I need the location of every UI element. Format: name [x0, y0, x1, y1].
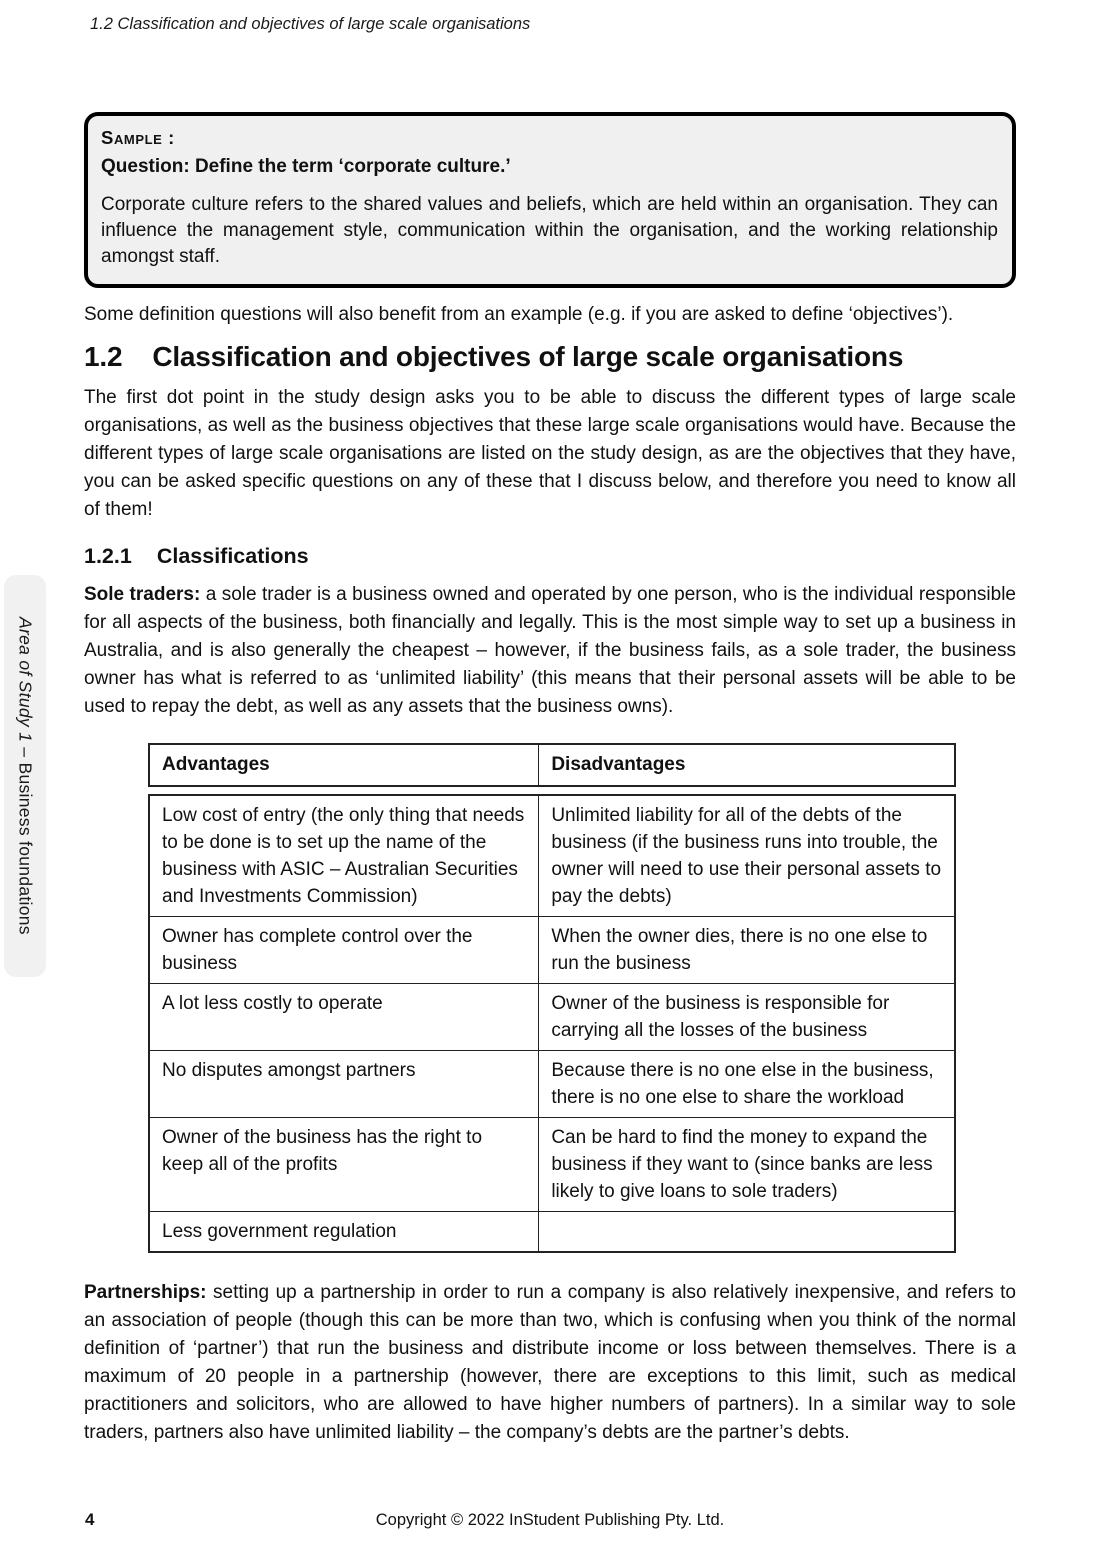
table-header-advantages: Advantages: [162, 754, 270, 775]
table-header-row: [148, 743, 956, 787]
running-head: 1.2 Classification and objectives of large scale organisations: [90, 15, 531, 33]
sole-traders-lead: Sole traders:: [84, 584, 201, 605]
disadvantage-cell: Unlimited liability for all of the debts of the business (if the business runs into trouble, the owner will need to use their personal assets to pay the debts): [538, 796, 954, 916]
subsection-heading: [84, 544, 1016, 569]
disadvantage-cell: Can be hard to find the money to expand the business if they want to (since banks are less likely to give loans to sole traders): [538, 1118, 954, 1211]
sidebar-area-label: Area of Study 1 –: [15, 617, 36, 763]
disadvantage-cell: Because there is no one else in the business, there is no one else to share the workload: [538, 1051, 954, 1117]
disadvantage-cell: When the owner dies, there is no one else to run the business: [538, 917, 954, 983]
sample-box: [84, 112, 1016, 288]
table-body: [148, 794, 956, 1253]
table-row: [150, 916, 954, 983]
page-number: 4: [85, 1510, 95, 1529]
table-header-disadvantages: Disadvantages: [538, 745, 954, 785]
advantage-cell: Less government regulation: [162, 1221, 397, 1242]
advantage-cell: A lot less costly to operate: [162, 993, 383, 1014]
subsection-number: 1.2.1: [84, 544, 132, 568]
sole-traders-paragraph: [84, 581, 1016, 721]
section-number: 1.2: [84, 341, 123, 372]
sidebar-label: [15, 617, 36, 935]
table-row: [150, 1050, 954, 1117]
page-content: [84, 0, 1016, 1447]
partnerships-paragraph: [84, 1279, 1016, 1447]
subsection-title: Classifications: [156, 544, 309, 568]
section-title: Classification and objectives of large scale organisations: [152, 341, 904, 372]
section-body-paragraph: The first dot point in the study design asks you to be able to discuss the different types of large scale organisations, as well as the business objectives that these large scale organisations would have. Because the different types of large scale organisations are listed on the study design, as are the objectives that they have, you can be asked specific questions on any of these that I discuss below, and therefore you need to know all of them!: [84, 387, 1016, 520]
table-row: [150, 796, 954, 916]
advantage-cell: Owner of the business has the right to keep all of the profits: [162, 1127, 483, 1175]
advantage-cell: Low cost of entry (the only thing that needs to be done is to set up the name of the business with ASIC – Australian Securities and Investments Commission): [162, 805, 525, 907]
copyright-text: Copyright © 2022 InStudent Publishing Pty. Ltd.: [375, 1511, 725, 1529]
table-row: [150, 1117, 954, 1211]
table-row: [150, 983, 954, 1050]
advantage-cell: Owner has complete control over the business: [162, 926, 473, 974]
intro-note: Some definition questions will also benefit from an example (e.g. if you are asked to define ‘objectives’).: [84, 304, 954, 325]
sample-question: Question: Define the term ‘corporate culture.’: [101, 156, 511, 177]
sole-traders-text: a sole trader is a business owned and operated by one person, who is the individual responsible for all aspects of the business, both financially and legally. This is the most simple way to set up a business in Australia, and is also generally the cheapest – however, if the business fails, as a sole trader, the business owner has what is referred to as ‘unlimited liability’ (this means that their personal assets will be able to be used to repay the debt, as well as any assets that the business owns).: [84, 584, 1016, 717]
sidebar-tab: [4, 575, 46, 977]
sample-box-label: Sample :: [101, 127, 175, 148]
advantages-disadvantages-table: [148, 743, 956, 1253]
sidebar-subject-label: Business foundations: [15, 762, 36, 935]
table-row: [150, 1211, 954, 1251]
sample-answer: Corporate culture refers to the shared values and beliefs, which are held within an organisation. They can influence the management style, communication within the organisation, and the working relationship amongst staff.: [101, 194, 998, 267]
partnerships-text: setting up a partnership in order to run a company is also relatively inexpensive, and refers to an association of people (though this can be more than two, which is confusing when you think of the normal definition of ‘partner’) that run the business and distribute income or loss between themselves. There is a maximum of 20 people in a partnership (however, there are exceptions to this limit, such as medical practitioners and solicitors, who are allowed to have higher numbers of partners). In a similar way to sole traders, partners also have unlimited liability – the company’s debts are the partner’s debts.: [84, 1282, 1016, 1443]
advantage-cell: No disputes amongst partners: [162, 1060, 416, 1081]
disadvantage-cell: Owner of the business is responsible for carrying all the losses of the business: [538, 984, 954, 1050]
partnerships-lead: Partnerships:: [84, 1282, 207, 1303]
section-heading: [84, 341, 1016, 373]
disadvantage-cell: [538, 1212, 954, 1251]
